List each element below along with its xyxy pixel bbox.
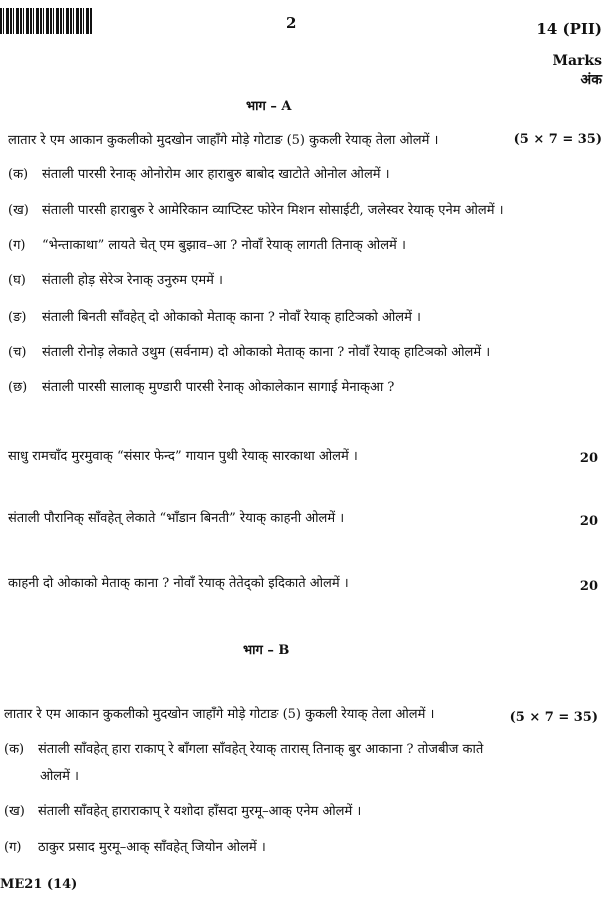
question-1-sub-kha [8, 200, 504, 218]
question-2-text: साधु रामचाँद मुरमुवाक् “संसार फेन्द” गायान पुथी रेयाक् सारकाथा ओलमें । [8, 449, 358, 464]
marks-label-en: Marks [552, 53, 602, 69]
sub-label: (क) [4, 742, 25, 757]
sub-label: (छ) [8, 380, 28, 395]
section-b-title: भाग – B [243, 643, 290, 658]
question-1-sub-ka [8, 164, 390, 182]
question-1-sub-ga [8, 235, 406, 253]
question-5-text: लातार रे एम आकान कुकलीको मुदखोन जाहाँगे मोड़े गोटाङ (5) कुकली रेयाक् तेला ओलमें । [4, 707, 435, 722]
section-a-title: भाग – A [246, 99, 292, 114]
sub-text: ठाकुर प्रसाद मुरमू–आक् साँवहेत् जियोन ओलमें । [38, 840, 266, 855]
sub-label: (च) [8, 345, 27, 360]
question-1-sub-chha [8, 377, 394, 395]
question-1-text: लातार रे एम आकान कुकलीको मुदखोन जाहाँगे मोड़े गोटाङ (5) कुकली रेयाक् तेला ओलमें । [8, 133, 439, 148]
question-5-sub-kha [4, 801, 361, 819]
footer-code: ME21 (14) [0, 877, 78, 892]
question-5-marks: (5 × 7 = 35) [509, 710, 598, 725]
question-1-sub-gha [8, 270, 223, 288]
question-1-marks: (5 × 7 = 35) [513, 132, 602, 147]
sub-text: संताली होड़ सेरेञ रेनाक् उनुरुम एममें । [42, 273, 223, 288]
sub-text: “भेन्ताकाथा” लायते चेत् एम बुझाव–आ ? नोवाँ रेयाक् लागती तिनाक् ओलमें । [42, 238, 406, 253]
sub-label: (ख) [8, 203, 29, 218]
sub-text: संताली साँवहेत् हाराराकाप् रे यशोदा हाँसदा मुरमू–आक् एनेम ओलमें । [38, 804, 362, 819]
question-1-sub-nga [8, 307, 421, 325]
sub-text: संताली पारसी हाराबुरु रे आमेरिकान व्याप्टिस्ट फोरेन मिशन सोसाईटी, जलेस्वर रेयाक् एनेम ओलमें । [42, 203, 504, 218]
sub-label: (घ) [8, 273, 26, 288]
paper-code: 14 (PII) [536, 20, 602, 38]
sub-text: संताली साँवहेत् हारा राकाप् रे बाँगला साँवहेत् रेयाक् तारास् तिनाक् बुर आकाना ? तोजबीज काते [38, 742, 484, 757]
sub-label: (ङ) [8, 310, 27, 325]
question-5-sub-ga [4, 837, 266, 855]
question-5-sub-ka [4, 739, 483, 757]
sub-text: संताली पारसी सालाक् मुण्डारी पारसी रेनाक् ओकालेकान सागाई मेनाक्आ ? [42, 380, 395, 395]
sub-text: संताली रोनोड़ लेकाते उथुम (सर्वनाम) दो ओकाको मेताक् काना ? नोवाँ रेयाक् हाटिञको ओलमें । [42, 345, 491, 360]
sub-text: संताली बिनती साँवहेत् दो ओकाको मेताक् काना ? नोवाँ रेयाक् हाटिञको ओलमें । [42, 310, 421, 325]
question-1-sub-cha [8, 342, 490, 360]
barcode [0, 8, 92, 34]
question-4-text: काहनी दो ओकाको मेताक् काना ? नोवाँ रेयाक् तेतेद्को इदिकाते ओलमें । [8, 576, 349, 591]
question-2-marks: 20 [579, 451, 598, 466]
sub-label: (ग) [4, 840, 22, 855]
marks-label-hi: अंक [580, 72, 602, 88]
question-3-text: संताली पौरानिक् साँवहेत् लेकाते “भाँडान बिनती” रेयाक् काहनी ओलमें । [8, 511, 345, 526]
page-number: 2 [286, 14, 297, 32]
question-5-sub-ka-cont: ओलमें । [40, 769, 79, 784]
sub-label: (क) [8, 167, 29, 182]
sub-label: (ग) [8, 238, 26, 253]
question-3-marks: 20 [579, 514, 598, 529]
question-4-marks: 20 [579, 579, 598, 594]
sub-label: (ख) [4, 804, 25, 819]
sub-text: संताली पारसी रेनाक् ओनोरोम आर हाराबुरु बाबोद खाटोते ओनोल ओलमें । [42, 167, 390, 182]
